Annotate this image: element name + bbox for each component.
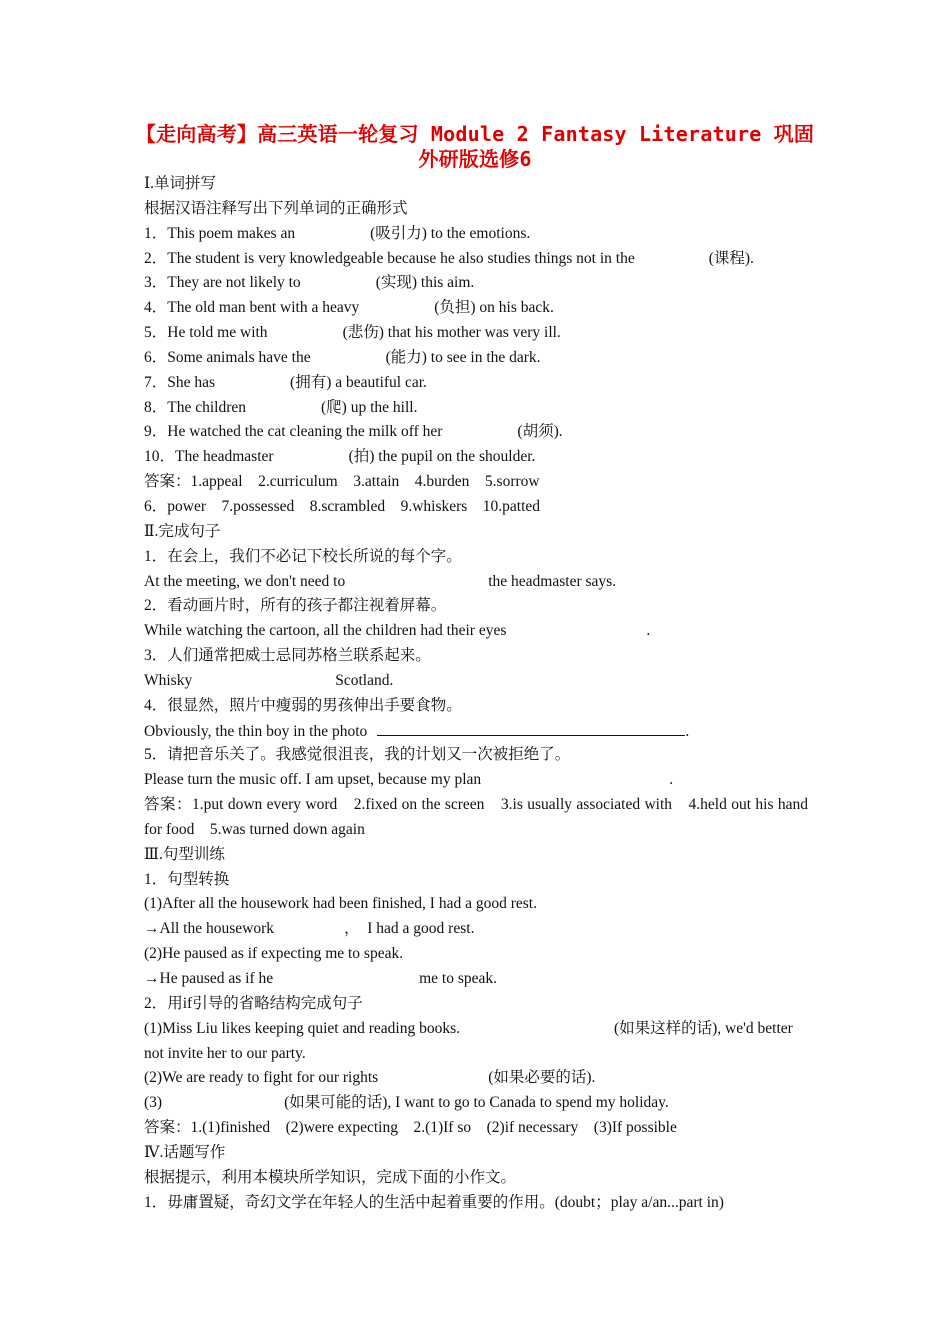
vocab-item-2 [144,247,808,272]
vocab-item-text: 4．The old man bent with a heavy [144,299,360,317]
sentence-item-5-english [144,768,808,793]
sentence-text: While watching the cartoon, all the children had their eyes [144,622,507,640]
sentence-item-3-english [144,669,808,694]
vocab-item-hint: (负担) on his back. [434,299,554,317]
vocab-item-text: 1．This poem makes an [144,224,296,242]
writing-item-1: 1．毋庸置疑，奇幻文学在年轻人的生活中起着重要的作用。(doubt；play a/an...part in) [144,1193,724,1211]
sentence-text-end: . [685,722,690,740]
section-1-answer-line-2: 6．power 7.possessed 8.scrambled 9.whiskers 10.patted [144,497,541,515]
vocab-item-hint: (胡须). [517,423,563,441]
vocab-item-hint: (悲伤) that his mother was very ill. [342,324,561,342]
vocab-item-hint: (实现) this aim. [375,274,475,292]
section-1-answer-line-1: 答案：1.appeal 2.curriculum 3.attain 4.burden 5.sorrow [144,473,540,491]
vocab-item-7 [144,371,808,396]
sentence-item-3-chinese: 3．人们通常把威士忌同苏格兰联系起来。 [144,647,431,665]
vocab-item-text: 10．The headmaster [144,448,274,466]
sentence-text-end: . [669,771,674,789]
vocab-item-hint: (拥有) a beautiful car. [290,373,427,391]
transform-text: →All the housework [144,920,275,938]
transform-question-1: (1)After all the housework had been finished, I had a good rest. [144,895,537,913]
vocab-item-hint: (爬) up the hill. [321,398,418,416]
document-title: 【走向高考】高三英语一轮复习 Module 2 Fantasy Literature 巩固 外研版选修6 [135,122,815,171]
sentence-item-4-chinese: 4．很显然，照片中瘦弱的男孩伸出手要食物。 [144,696,462,714]
ellipsis-hint: (如果必要的话). [488,1069,596,1087]
ellipsis-hint: (如果可能的话), I want to go to Canada to spend my holiday. [284,1094,669,1112]
section-1-heading: Ⅰ.单词拼写 [144,175,216,192]
transform-answer-1 [144,917,808,942]
vocab-item-text: 3．They are not likely to [144,274,301,292]
ellipsis-hint: (如果这样的话), we'd better not invite her to our party. [144,1019,793,1062]
vocab-item-hint: (课程). [708,249,754,267]
vocab-item-6 [144,346,808,371]
vocab-item-8 [144,396,808,421]
ellipsis-question-3 [144,1091,808,1116]
section-1-instruction: 根据汉语注释写出下列单词的正确形式 [144,199,408,217]
section-3-sub-1: 1．句型转换 [144,870,230,888]
vocab-item-3 [144,271,808,296]
ellipsis-question-1 [144,1017,808,1067]
section-2-answer: 答案：1.put down every word 2.fixed on the screen 3.is usually associated with 4.held out his hand for food 5.was turned down again [144,796,808,838]
vocab-item-text: 2．The student is very knowledgeable because he also studies things not in the [144,249,635,267]
section-3-sub-2: 2．用if引导的省略结构完成句子 [144,994,363,1012]
vocab-item-text: 5．He told me with [144,324,268,342]
sentence-item-4-english [144,719,808,744]
vocab-item-text: 9．He watched the cat cleaning the milk off her [144,423,443,441]
answer-blank [377,719,685,736]
section-3-answer: 答案：1.(1)finished (2)were expecting 2.(1)If so (2)if necessary (3)If possible [144,1119,677,1137]
section-2-heading: Ⅱ.完成句子 [144,522,221,540]
transform-text: →He paused as if he [144,970,274,987]
vocab-item-4 [144,296,808,321]
sentence-text: At the meeting, we don't need to [144,572,346,590]
vocab-item-5 [144,321,808,346]
ellipsis-text: (1)Miss Liu likes keeping quiet and reading books. [144,1019,460,1037]
section-3-heading: Ⅲ.句型训练 [144,845,225,863]
transform-question-2: (2)He paused as if expecting me to speak. [144,945,404,963]
section-4-instruction: 根据提示，利用本模块所学知识，完成下面的小作文。 [144,1168,517,1186]
vocab-item-10 [144,445,808,470]
vocab-item-1 [144,222,808,247]
ellipsis-text: (2)We are ready to fight for our rights [144,1069,379,1087]
vocab-item-hint: (能力) to see in the dark. [385,348,541,366]
transform-text-end: me to speak. [419,970,498,987]
vocab-item-9 [144,420,808,445]
sentence-text-end: . [646,622,651,640]
sentence-text-end: Scotland. [335,671,394,689]
sentence-text: Obviously, the thin boy in the photo [144,722,368,740]
section-4-heading: Ⅳ.话题写作 [144,1143,226,1161]
vocab-item-text: 7．She has [144,373,216,391]
sentence-item-1-chinese: 1．在会上，我们不必记下校长所说的每个字。 [144,547,462,565]
sentence-item-1-english [144,570,808,595]
ellipsis-question-2 [144,1066,808,1091]
vocab-item-text: 8．The children [144,398,247,416]
vocab-item-hint: (吸引力) to the emotions. [370,224,531,242]
sentence-item-5-chinese: 5．请把音乐关了。我感觉很沮丧，我的计划又一次被拒绝了。 [144,746,571,764]
document-body [144,172,808,1215]
sentence-text-end: the headmaster says. [488,572,617,590]
transform-answer-2 [144,967,808,992]
sentence-text: Whisky [144,671,193,689]
sentence-item-2-english [144,619,808,644]
vocab-item-hint: (拍) the pupil on the shoulder. [348,448,536,466]
sentence-text: Please turn the music off. I am upset, because my plan [144,771,482,789]
vocab-item-text: 6．Some animals have the [144,348,311,366]
ellipsis-text: (3) [144,1094,163,1112]
sentence-item-2-chinese: 2．看动画片时，所有的孩子都注视着屏幕。 [144,597,447,615]
transform-text-end: ， I had a good rest. [344,920,475,938]
